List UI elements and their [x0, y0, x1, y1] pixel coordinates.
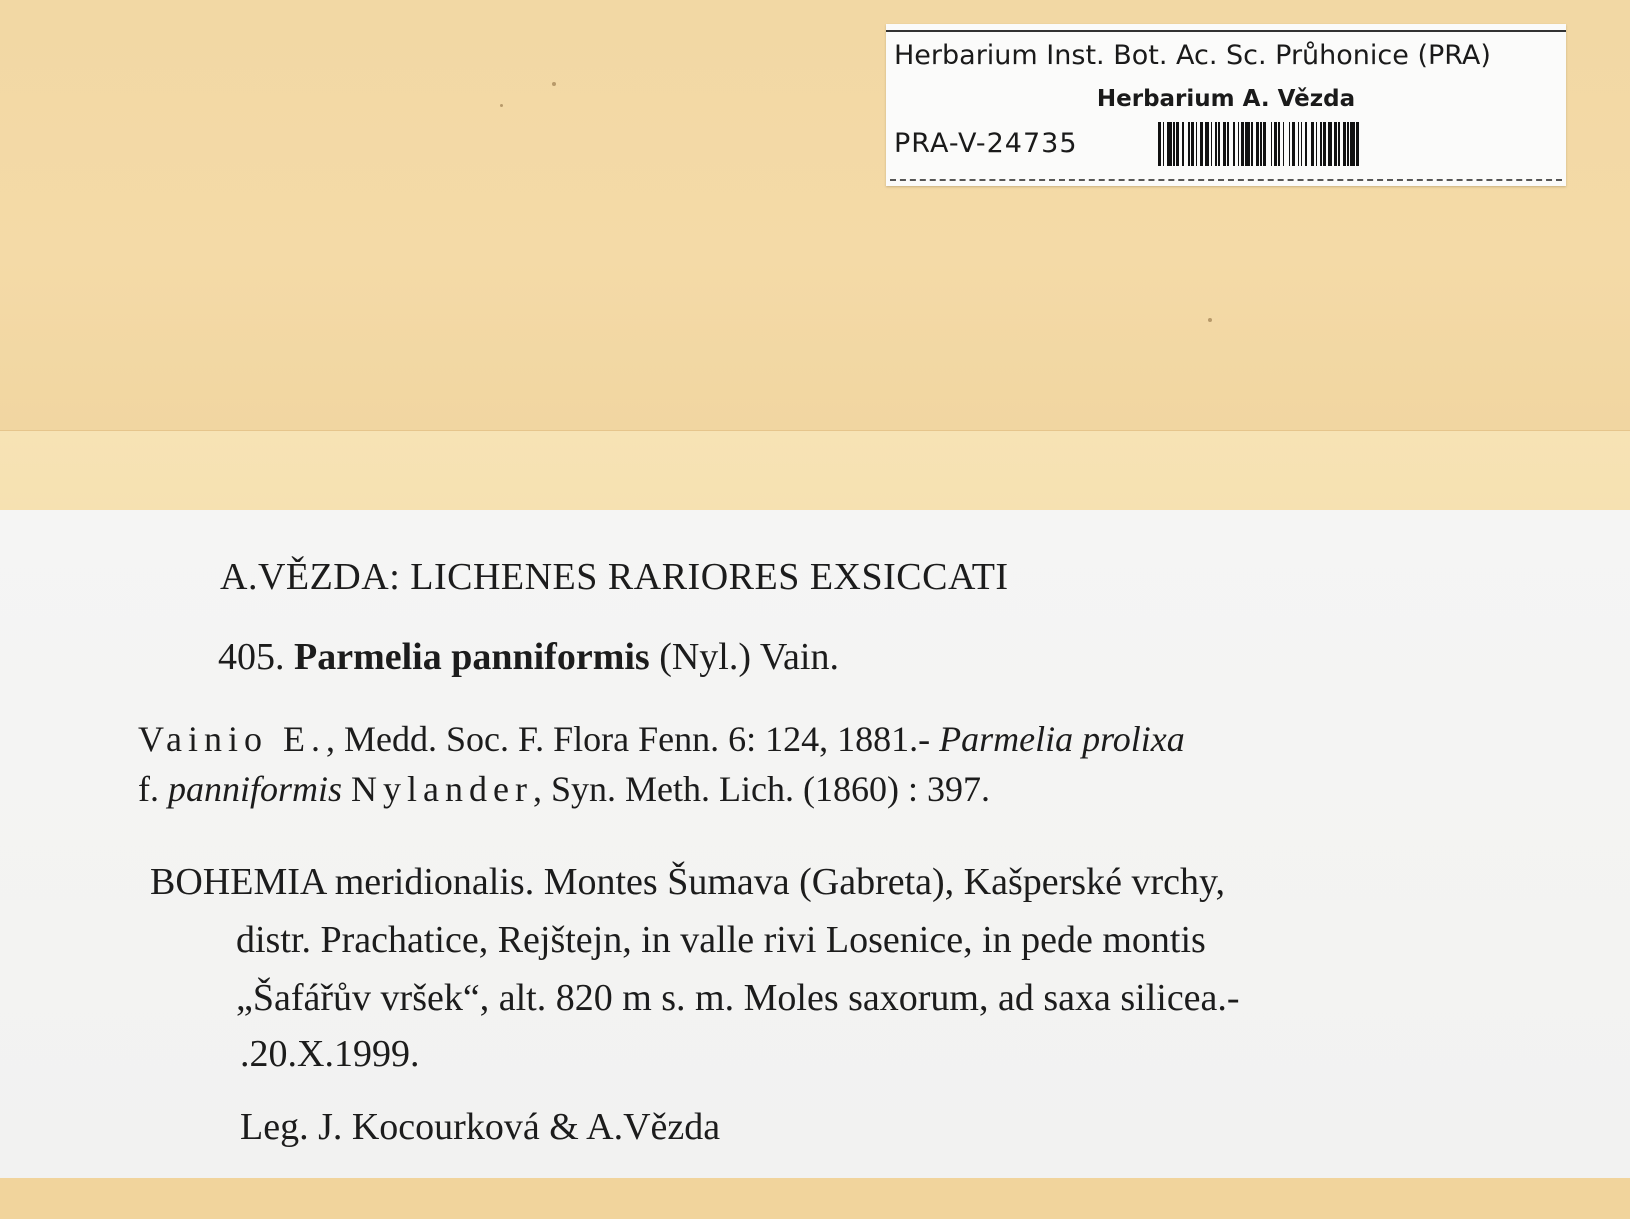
infraspecific-name: panniformis	[168, 769, 343, 809]
reference-line-1	[138, 718, 1185, 760]
herbarium-barcode-label	[886, 24, 1566, 186]
locality-line: distr. Prachatice, Rejštejn, in valle rivi Losenice, in pede montis	[236, 919, 1206, 961]
series-title: A.VĚZDA: LICHENES RARIORES EXSICCATI	[220, 556, 1009, 598]
specimen-barcode	[1158, 122, 1548, 166]
envelope-fold	[0, 430, 1630, 511]
exsiccata-number: 405.	[218, 636, 285, 678]
paper-speck	[500, 104, 503, 107]
herbarium-institution: Herbarium Inst. Bot. Ac. Sc. Průhonice (PRA)	[894, 40, 1491, 71]
synonym-name: Parmelia prolixa	[939, 719, 1185, 759]
synonym-author: Nylander	[351, 769, 533, 809]
synonym-citation: , Syn. Meth. Lich. (1860) : 397.	[532, 769, 990, 809]
locality-line: BOHEMIA meridionalis. Montes Šumava (Gabreta), Kašperské vrchy,	[150, 861, 1226, 903]
synonym-rank: f.	[138, 769, 159, 809]
reference-author: Vainio E.	[138, 719, 326, 759]
collectors: Leg. J. Kocourková & A.Vězda	[240, 1106, 721, 1148]
specimen-code: PRA-V-24735	[894, 128, 1078, 159]
envelope-bottom-edge	[0, 1178, 1630, 1219]
taxon-name: Parmelia panniformis	[294, 636, 650, 678]
collection-date: .20.X.1999.	[240, 1033, 420, 1075]
taxon-authority: (Nyl.) Vain.	[659, 636, 839, 678]
paper-speck	[1208, 318, 1212, 322]
reference-citation: , Medd. Soc. F. Flora Fenn. 6: 124, 1881.-	[325, 719, 931, 759]
reference-line-2	[138, 768, 990, 810]
paper-speck	[552, 82, 556, 86]
exsiccata-label	[0, 510, 1630, 1178]
herbarium-collection: Herbarium A. Vězda	[1096, 86, 1356, 112]
label-top-rule	[886, 30, 1566, 32]
label-cut-line	[890, 179, 1562, 181]
species-heading	[218, 635, 839, 679]
locality-line: „Šafářův vršek“, alt. 820 m s. m. Moles saxorum, ad saxa silicea.-	[236, 977, 1240, 1019]
